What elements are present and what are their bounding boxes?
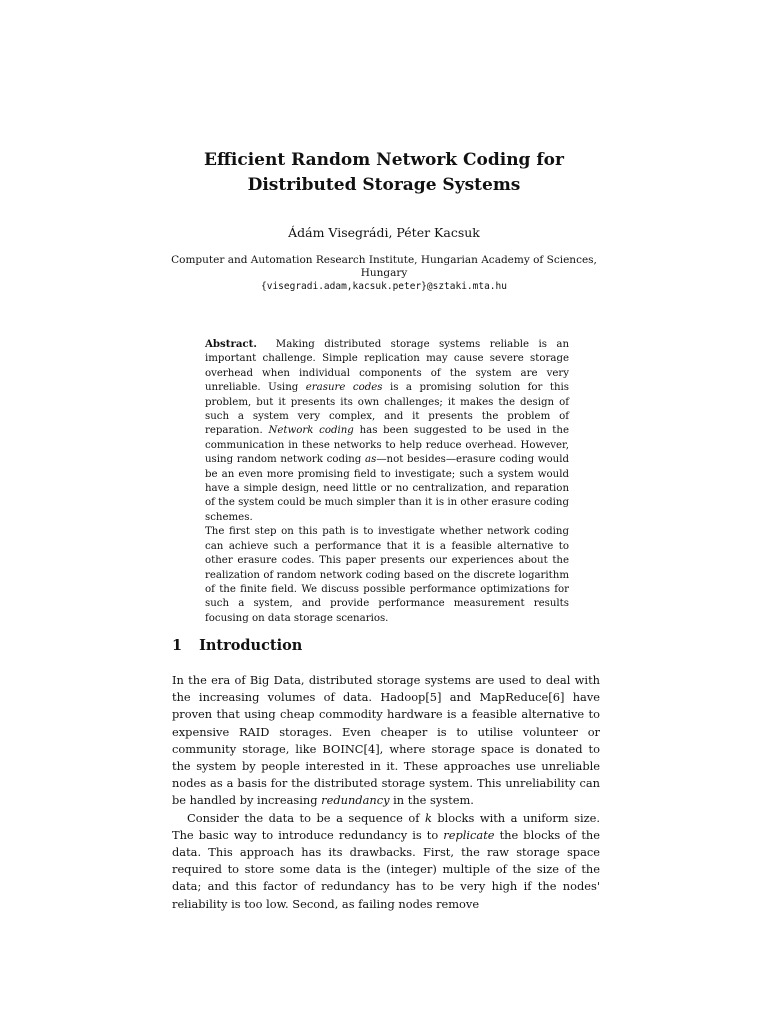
title-line-2: Distributed Storage Systems — [247, 175, 521, 195]
abstract-text: Making distributed storage systems reliable is an important challenge. Simple replication may cause severe storage overhead when individual components of the system are very unreliable. Using — [205, 339, 569, 394]
body-paragraph-1 — [172, 672, 600, 810]
section-title: Introduction — [199, 637, 303, 654]
section-heading — [172, 637, 302, 654]
body-emphasis: replicate — [443, 827, 495, 842]
author-emails: {visegradi.adam,kacsuk.peter}@sztaki.mta.hu — [261, 281, 507, 292]
abstract-emphasis: as — [365, 454, 377, 466]
abstract-text: has been suggested to be used in the communication in these networks to help reduce overhead. However, using random network coding — [205, 425, 569, 466]
section-number: 1 — [172, 637, 183, 654]
abstract — [205, 337, 569, 626]
abstract-text: —not besides—erasure coding would be an even more promising field to investigate; such a system would have a simple design, need little or no centralization, and reparation of the system could be much simpler than it is in other erasure coding schemes. — [205, 454, 569, 523]
affiliation-line-2: Hungary — [360, 267, 408, 279]
abstract-emphasis: Network coding — [268, 425, 354, 437]
body-emphasis: redundancy — [321, 793, 390, 808]
paper-title — [0, 148, 768, 198]
abstract-label: Abstract. — [205, 338, 257, 350]
body-text — [172, 672, 600, 913]
affiliation — [170, 254, 598, 293]
body-paragraph-2 — [172, 810, 600, 913]
author-list: Ádám Visegrádi, Péter Kacsuk — [288, 225, 480, 240]
body-text-run: in the system. — [393, 793, 474, 808]
affiliation-line-1: Computer and Automation Research Institute, Hungarian Academy of Sciences, — [171, 254, 597, 266]
body-text-run: blocks with a uniform size. The basic way to introduce redundancy is to — [172, 810, 600, 842]
abstract-paragraph-1 — [205, 337, 569, 525]
abstract-emphasis: erasure codes — [305, 382, 383, 394]
title-line-1: Efficient Random Network Coding for — [204, 150, 564, 170]
body-text-run: the blocks of the data. This approach has its drawbacks. First, the raw storage space required to store some data is the (integer) multiple of the size of the data; and this factor of redundancy has to be very high if the nodes' reliability is too low. Second, as failing nodes remove — [172, 827, 601, 911]
body-emphasis: k — [424, 810, 432, 825]
abstract-paragraph-2: The first step on this path is to investigate whether network coding can achieve such a performance that it is a feasible alternative to other erasure codes. This paper presents our experiences about the realization of random network coding based on the discrete logarithm of the finite field. We discuss possible performance optimizations for such a system, and provide performance measurement results focusing on data storage scenarios. — [205, 526, 569, 624]
body-text-run: Consider the data to be a sequence of — [187, 810, 420, 825]
abstract-text: is a promising solution for this problem, but it presents its own challenges; it makes the design of such a system very complex, and it presents the problem of reparation. — [205, 382, 569, 437]
body-text-run: In the era of Big Data, distributed storage systems are used to deal with the increasing volumes of data. Hadoop[5] and MapReduce[6] have proven that using cheap commodity hardware is a feasible alternative to expensive RAID storages. Even cheaper is to utilise volunteer or community storage, like BOINC[4], where storage space is donated to the system by people interested in it. These approaches use unreliable nodes as a basis for the distributed storage system. This unreliability can be handled by increasing — [172, 673, 600, 808]
